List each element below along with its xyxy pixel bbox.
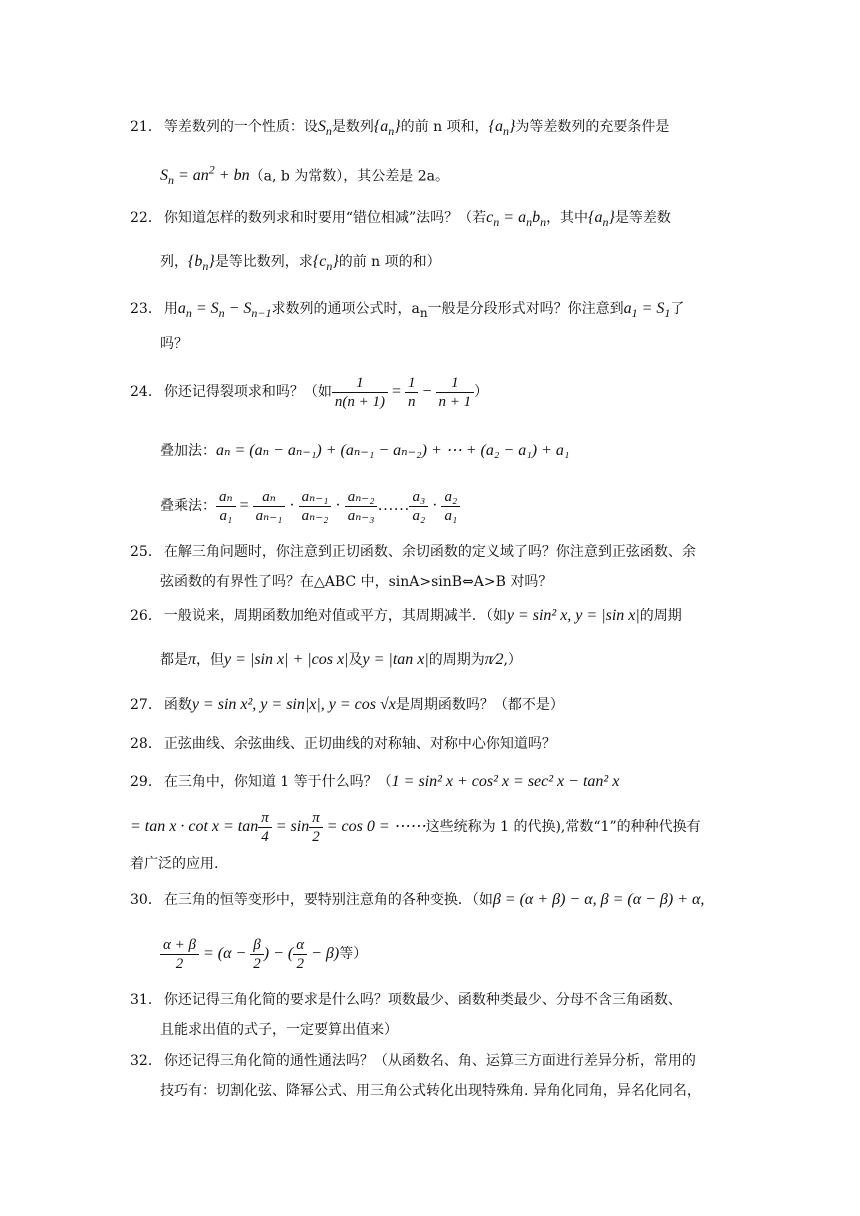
item-25-line1 [130,542,696,562]
fraction: $\frac{1}{n}$ [405,374,419,411]
math: $\{a_n\}$ [488,118,516,139]
item-number: 28． [130,736,162,752]
text: 的周期为 [428,652,485,668]
text: 弦函数的有界性了吗？在△ABC 中，sinA>sinB⇔A>B 对吗？ [160,574,553,590]
fraction: $\frac{\text{a₃}}{\text{a₂}}$ [409,488,428,525]
item-21-line1 [130,117,669,141]
fraction: $\frac{\alpha + \beta}{2}$ [160,936,199,973]
text: 吗？ [160,336,188,352]
item-32-line2 [160,1081,701,1101]
math: β = (α + β) − α, β = (α − β) + α, [492,891,705,908]
item-29-line1 [130,772,619,792]
item-31-line1 [130,990,682,1010]
text: ，其中 [546,210,589,226]
math: y = sin² x, y = |sin x| [506,607,640,624]
item-number: 21． [130,119,162,135]
math: 1 = sin² x + cos² x = sec² x − tan² x [391,773,620,790]
fraction: $\frac{\beta}{2}$ [250,936,264,973]
text: 等差数列的一个性质：设 [163,119,318,135]
dots: …… [377,497,410,514]
item-29-line2 [130,805,701,849]
item-24-line1 [130,370,488,414]
fraction: $\frac{\text{aₙ₋₂}}{\text{aₙ₋₃}}$ [345,488,378,525]
fraction: $\frac{\text{aₙ}}{\text{a₁}}$ [216,488,236,525]
item-27-line1 [130,695,564,715]
text: 这些统称为 1 的代换),常数“1”的种种代换有 [425,819,701,835]
math-formula: $S_n = an^2$ + bn [160,163,250,188]
text: 在三角的恒等变形中，要特别注意角的各种变换．（如 [163,892,493,908]
item-number: 25． [130,544,162,560]
text: ） [474,384,489,400]
text: 列， [160,254,188,270]
text: 的前 n 项和， [400,119,489,135]
item-22-line2 [160,252,441,276]
text: 及 [348,652,363,668]
fraction: $\frac{\text{aₙ₋₁}}{\text{aₙ₋₂}}$ [299,488,332,525]
math: $\{b_n\}$ [188,253,215,274]
text: 求数列的通项公式时，a [271,301,420,317]
math: y = sin x², y = sin|x|, y = cos √x [191,696,396,713]
math: = cos 0 = ⋯⋯ [322,818,426,835]
math: = sin [271,818,310,835]
text: ，但 [196,652,225,668]
text: 在解三角问题时，你注意到正切函数、余切函数的定义域了吗？你注意到正弦函数、余 [163,544,696,560]
text: 且能求出值的式子，一定要算出值来） [160,1022,398,1038]
text: 是周期函数吗？（都不是） [395,697,564,713]
text: 是数列 [331,119,374,135]
item-21-line2 [160,160,449,191]
item-number: 26． [130,608,162,624]
item-24-mul-formula: 叠乘法： $\frac{\text{aₙ}}{\text{a₁}}$ = $\frac{\text{aₙ}}{\text{aₙ₋₁}}$ · $\frac{\text{aₙ₋₁}}{\text{aₙ₋₂}}$ · $\frac{\text{aₙ₋₂}}{\text{aₙ₋₃}}$ …… $\frac{\text{a₃}}{\text{a₂}}$ · $\frac{\text{a₂}}{\text{a₁}}$ [160,484,460,528]
text: 一般是分段形式对吗？你注意到 [427,301,624,317]
math: $\{c_n\}$ [312,253,339,274]
item-number: 27． [130,697,162,713]
math: $\{a_n\}$ [588,209,615,230]
item-25-line2 [160,572,552,592]
item-22-line1 [130,208,671,232]
item-26-line2 [160,650,522,670]
fraction: $\frac{\pi}{4}$ [258,809,272,846]
item-23-line2 [160,334,188,354]
text: 着广泛的应用. [130,856,219,872]
text: 的周期 [639,608,682,624]
item-30-line1 [130,890,704,910]
text: 你还记得三角化简的通性通法吗？（从函数名、角、运算三方面进行差异分析，常用的 [163,1053,696,1069]
item-28-line1 [130,734,556,754]
math-formula: aₙ = (aₙ − aₙ₋₁) + (aₙ₋₁ − aₙ₋₂) + ⋯ + (a₂ − a₁) + a₁ [216,442,570,459]
math: $S_n$ [317,118,332,139]
text: 技巧有：切割化弦、降幂公式、用三角公式转化出现特殊角. 异角化同角，异名化同名， [160,1083,701,1099]
fraction: $\frac{\text{a₂}}{\text{a₁}}$ [441,488,460,525]
item-number: 24． [130,384,162,400]
math: π⁄2 [484,651,504,668]
text: 都是 [160,652,188,668]
item-32-line1 [130,1051,696,1071]
label: 叠乘法： [160,498,216,514]
text: 了 [670,301,685,317]
item-number: 23． [130,301,162,317]
item-31-line2 [160,1020,398,1040]
text: 是等差数 [614,210,671,226]
item-30-line2 [160,932,367,976]
fraction: $\frac{\text{aₙ}}{\text{aₙ₋₁}}$ [253,488,286,525]
item-number: 30． [130,892,162,908]
text: 一般说来，周期函数加绝对值或平方，其周期减半．（如 [163,608,507,624]
minus: − [418,383,436,400]
math: − β) [307,945,340,962]
math: y = |tan x| [362,651,429,668]
text: 你知道怎样的数列求和时要用“错位相减”法吗？（若 [163,210,487,226]
text: ,） [503,652,522,668]
equals: = [387,383,405,400]
text: 是等比数列，求 [214,254,313,270]
item-number: 22． [130,210,162,226]
text: 你还记得裂项求和吗？（如 [163,384,332,400]
text: 为等差数列的充要条件是 [515,119,670,135]
subscript: n [419,305,428,320]
text: 你还记得三角化简的要求是什么吗？项数最少、函数种类最少、分母不含三角函数、 [163,992,682,1008]
math: $\{a_n\}$ [373,118,401,139]
fraction: $\frac{\alpha}{2}$ [293,936,307,973]
math: $a_n = S_n - S_{n-1}$ [177,300,272,321]
item-number: 29． [130,774,162,790]
math: ) − ( [263,945,294,962]
item-23-line1 [130,299,684,323]
math: = (α − [198,945,251,962]
text: （a, b 为常数），其公差是 2a。 [249,168,449,185]
item-24-add-formula [160,441,569,461]
math: $c_n = a_nb_n$ [486,209,547,230]
text: 的前 n 项的和） [338,254,441,270]
label: 叠加法： [160,443,216,459]
math: π [188,651,197,668]
text: 在三角中，你知道 1 等于什么吗？（ [163,774,392,790]
math: $a_1 = S_1$ [623,300,671,321]
text: 正弦曲线、余弦曲线、正切曲线的对称轴、对称中心你知道吗？ [163,736,556,752]
item-26-line1 [130,606,682,626]
math: = tan x · cot x = tan [130,818,259,835]
fraction: $\frac{1}{n(n + 1)}$ [332,374,388,411]
math: y = |sin x| + |cos x| [224,651,349,668]
text: 函数 [163,697,192,713]
item-29-line3 [130,854,218,874]
fraction: $\frac{\pi}{2}$ [309,809,323,846]
text: 等） [339,946,368,962]
item-number: 31． [130,992,162,1008]
text: 用 [163,301,178,317]
fraction: $\frac{1}{n + 1}$ [436,374,475,411]
item-number: 32． [130,1053,162,1069]
